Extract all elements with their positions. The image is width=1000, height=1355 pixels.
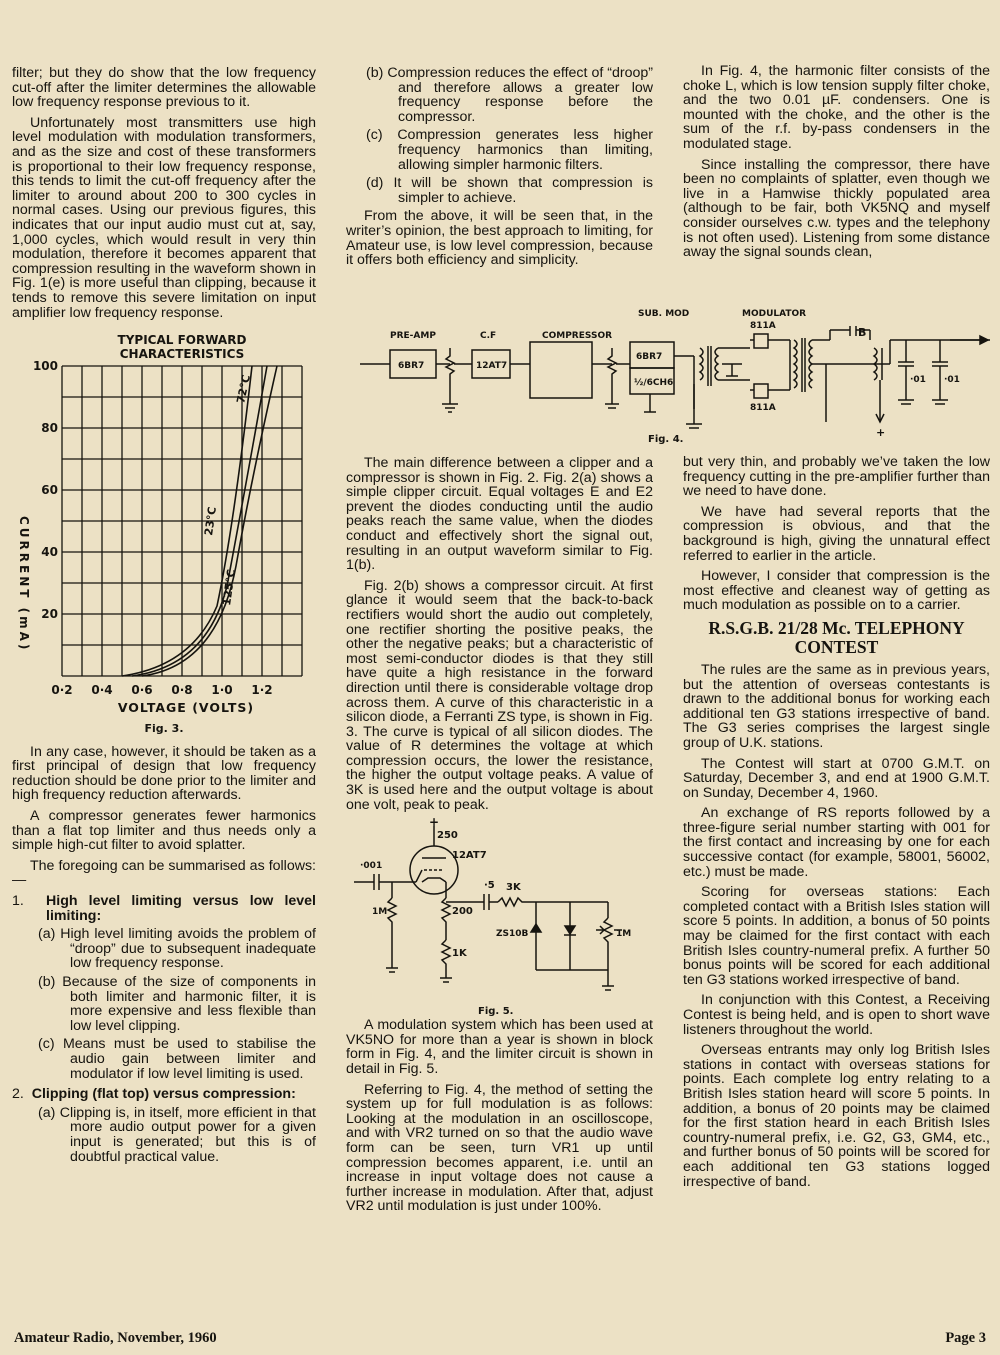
paragraph: In any case, however, it should be taken as a first principal of design that low frequency reduction should be done prior to the limiter and high frequency reduction afterwards. — [12, 743, 316, 804]
fig4-tube-811a-bot: 811A — [750, 403, 776, 413]
fig3-y-ticks — [33, 359, 58, 621]
paragraph: filter; but they do show that the low frequency cut-off after the limiter determines the allowable low frequency response previous to it. — [12, 65, 316, 111]
x-tick-label: 0·6 — [131, 683, 153, 698]
fig4-tube-6ch6: ½/6CH6 — [634, 378, 674, 388]
y-tick-label: 60 — [41, 483, 58, 498]
fig5-r200: 200 — [452, 906, 473, 918]
x-tick-label: 0·4 — [91, 683, 113, 698]
list-item: (d) It will be shown that compression is simpler to achieve. — [366, 175, 653, 206]
fig5-tube: 12AT7 — [452, 850, 487, 862]
fig3-curve-label-125: 125°C — [220, 568, 239, 607]
fig4-cap1: ·01 — [910, 375, 926, 385]
x-tick-label: 0·8 — [171, 683, 193, 698]
fig3-x-label: VOLTAGE (VOLTS) — [117, 700, 255, 716]
fig4-tube-6br7: 6BR7 — [398, 361, 425, 371]
x-tick-label: 1·0 — [211, 683, 233, 698]
paragraph: A compressor generates fewer harmonics than a flat top limiter and thus needs only a simple high-cut filter to avoid splatter. — [12, 808, 316, 854]
fig3-title-2: CHARACTERISTICS — [119, 347, 245, 362]
paragraph: In Fig. 4, the harmonic filter consists of the choke L, which is low tension supply filter choke, and the two 0.01 µF. condensers. One is mounted with the choke, and the other is the sum of the r.f. by-pass condensers in the modulated stage. — [683, 63, 990, 152]
fig4-tube-6br7b: 6BR7 — [636, 352, 663, 362]
fig4-plus: + — [876, 426, 886, 439]
column-3-bottom — [683, 455, 990, 1195]
x-tick-label: 1·2 — [251, 683, 273, 698]
paragraph: Referring to Fig. 4, the method of setting the system up for full modulation is as follows: Looking at the modulation in an oscilloscope, and with VR2 turned on so that the audio wave form can be seen, turn VR1 up until compression becomes apparent, i.e. until an increase in input voltage does not cause a further increase in modulation. After that, adjust VR2 until modulation is just under 100%. — [346, 1081, 653, 1215]
y-tick-label: 100 — [32, 359, 58, 374]
y-tick-label: 40 — [41, 545, 58, 560]
x-tick-label: 0·2 — [51, 683, 73, 698]
y-tick-label: 80 — [41, 421, 58, 436]
list-item: (b) Because of the size of components in both limiter and harmonic filter, it is more expensive and less flexible than low level clipping. — [38, 974, 316, 1034]
paragraph: but very thin, and probably we’ve taken the low frequency cutting in the pre-amplifier further than we need to have done. — [683, 454, 990, 500]
paragraph: The rules are the same as in previous years, but the attention of overseas contestants is drawn to the additional bonus for working each additional ten G3 stations irrespective of band. The G3 series comprises the largest single group of U.K. stations. — [683, 661, 990, 751]
paragraph: In conjunction with this Contest, a Receiving Contest is being held, and is open to short wave listeners throughout the world. — [683, 992, 990, 1038]
fig5-cin: ·001 — [360, 861, 383, 872]
y-tick-label: 20 — [41, 607, 58, 622]
fig5-caption: Fig. 5. — [478, 1006, 514, 1018]
paragraph: However, I consider that compression is the most effective and cleanest way of getting as much modulation as possible on to a carrier. — [683, 568, 990, 614]
paragraph: Scoring for overseas stations: Each completed contact with a British Isles station will score 5 points. In addition, a bonus of 50 points may be claimed for the first contact with each British Isles country-numeral prefix. A further 50 bonus points will be scored for each additional ten G3 stations worked irrespective of band. — [683, 884, 990, 988]
list-item: 1. High level limiting versus low level limiting: — [12, 893, 316, 924]
fig3-y-label: CURRENT (mA) — [17, 516, 31, 653]
fig4-label-cf: C.F — [480, 331, 497, 341]
fig3-x-ticks — [51, 683, 272, 697]
paragraph: The foregoing can be summarised as follows:— — [12, 857, 316, 889]
fig3-curve-label-23: 23°C — [202, 506, 219, 537]
list-item: (c) Compression generates less higher frequency harmonics than limiting, allowing simpler harmonic filters. — [366, 127, 653, 173]
fig4-label-preamp: PRE-AMP — [390, 331, 436, 341]
fig4-caption: Fig. 4. — [648, 434, 684, 445]
footer-publication: Amateur Radio, November, 1960 — [14, 1330, 217, 1346]
fig4-label-b: B — [858, 326, 867, 339]
footer-page-number: Page 3 — [945, 1330, 986, 1346]
fig4-label-submod: SUB. MOD — [638, 309, 690, 319]
fig4-tube-12at7: 12AT7 — [476, 361, 508, 371]
fig5-r1m-b: 1M — [616, 929, 632, 940]
fig5-v250: 250 — [437, 830, 458, 842]
fig4-diagram — [350, 304, 990, 450]
fig3-title-1: TYPICAL FORWARD — [117, 333, 247, 348]
paragraph: An exchange of RS reports followed by a three-figure serial number starting with 001 for the first contact and increasing by one for each successive contact (for example, 58001, 56002, etc.) must be made. — [683, 805, 990, 880]
fig5-diagram — [346, 818, 653, 1018]
fig3-curve-label-72: 72°C — [234, 373, 253, 405]
section-heading: R.S.G.B. 21/28 Mc. TELEPHONY CONTEST — [708, 617, 965, 657]
column-1 — [12, 66, 316, 1168]
fig5-cout: ·5 — [484, 880, 495, 892]
paragraph: Since installing the compressor, there have been no complaints of splatter, even though we live in a Hamwise thickly populated area (although to be fair, both VK5NQ and myself consider ourselves c.w. types and the telephony is not often used). Listening from some distance away the signal sounds clean, — [683, 156, 990, 261]
fig3-caption: Fig. 3. — [144, 722, 184, 736]
fig4-label-modulator: MODULATOR — [742, 309, 807, 319]
list-item: (c) Means must be used to stabilise the audio gain between limiter and modulator if low level limiting is used. — [38, 1036, 316, 1082]
paragraph: The Contest will start at 0700 G.M.T. on Saturday, December 3, and end at 1900 G.M.T. on Sunday, December 4, 1960. — [683, 755, 990, 801]
fig5-r1m-a: 1M — [372, 907, 388, 918]
paragraph: Unfortunately most transmitters use high level modulation with modulation transformers, and as the size and cost of these transformers is proportional to their low frequency response, this tends to limit the cut-off frequency after the limiter to around about 200 to 300 cycles in normal cases. Using our previous figures, this indicates that our input audio must cut at, say, 1,000 cycles, which would result in very thin modulation, therefore it becomes apparent that compression resulting in the waveform shown in Fig. 1(e) is more useful than clipping, because it tends to remove this severe limitation on input amplifier low frequency response. — [12, 114, 316, 321]
fig5-r1k: 1K — [452, 948, 467, 960]
paragraph: Fig. 2(b) shows a compressor circuit. At first glance it would seem that the back-to-back rectifiers would short the audio out completely, one rectifier shorting the positive peaks, the other the negative peaks; but a characteristic of most semi-conductor diodes is that they still have quite a high resistance in the forward direction until there is considerable voltage drop across them. A curve of this characteristic in a silicon diode, a Ferranti ZS type, is shown in Fig. 3. The curve is typical of all silicon diodes. The value of R determines the voltage at which compression occurs, the lower the resistance, the higher the output voltage peaks. A value of 3K is used here and the output voltage is about one volt, peak to peak. — [346, 577, 653, 813]
list-item: (a) High level limiting avoids the problem of “droop” due to subsequent inadequate low frequency response. — [38, 926, 316, 972]
fig4-cap2: ·01 — [944, 375, 960, 385]
fig4-tube-811a-top: 811A — [750, 321, 776, 331]
fig5-diode: ZS10B — [496, 929, 529, 940]
paragraph: From the above, it will be seen that, in the writer’s opinion, the best approach to limiting, for Amateur use, is low level compression, because it offers both efficiency and simplicity. — [346, 208, 653, 269]
column-2-top — [346, 66, 653, 274]
fig5-r3k: 3K — [506, 882, 521, 894]
paragraph: A modulation system which has been used at VK5NO for more than a year is shown in block form in Fig. 4, and the limiter circuit is shown in detail in Fig. 5. — [346, 1017, 653, 1078]
list-item: (b) Compression reduces the effect of “droop” and therefore allows a greater low frequency response before the compressor. — [366, 65, 653, 125]
fig5-vplus: + — [429, 818, 440, 830]
list-item: 2. Clipping (flat top) versus compression: — [12, 1086, 296, 1103]
fig3-chart — [12, 326, 316, 726]
fig4-label-compressor: COMPRESSOR — [542, 331, 613, 341]
paragraph: We have had several reports that the compression is obvious, and that the background is high, giving the unnatural effect referred to earlier in the article. — [683, 503, 990, 564]
list-item: (a) Clipping is, in itself, more efficient in that more audio output power for a given input is generated; but this is of doubtful practical value. — [38, 1104, 316, 1165]
column-2-bottom — [346, 456, 653, 1220]
paragraph: The main difference between a clipper and a compressor is shown in Fig. 2. Fig. 2(a) shows a simple clipper circuit. Equal voltages E and E2 prevent the diodes conducting until the audio peaks reach the same value, when the diodes conduct and effectively short the signal out, resulting in an output waveform similar to Fig. 1(b). — [346, 455, 653, 574]
column-3-top — [683, 64, 990, 266]
paragraph: Overseas entrants may only log British Isles stations in contact with overseas stations for points. Each complete log entry relating to a British Isles station heard will score 5 points. In addition, a bonus of 20 points may be claimed for the first station heard in each British Isles country-numeral prefix, i.e. G2, G3, GM4, etc., and further bonus of 50 points will be scored for each additional ten G3 stations logged irrespective of band. — [683, 1042, 990, 1190]
